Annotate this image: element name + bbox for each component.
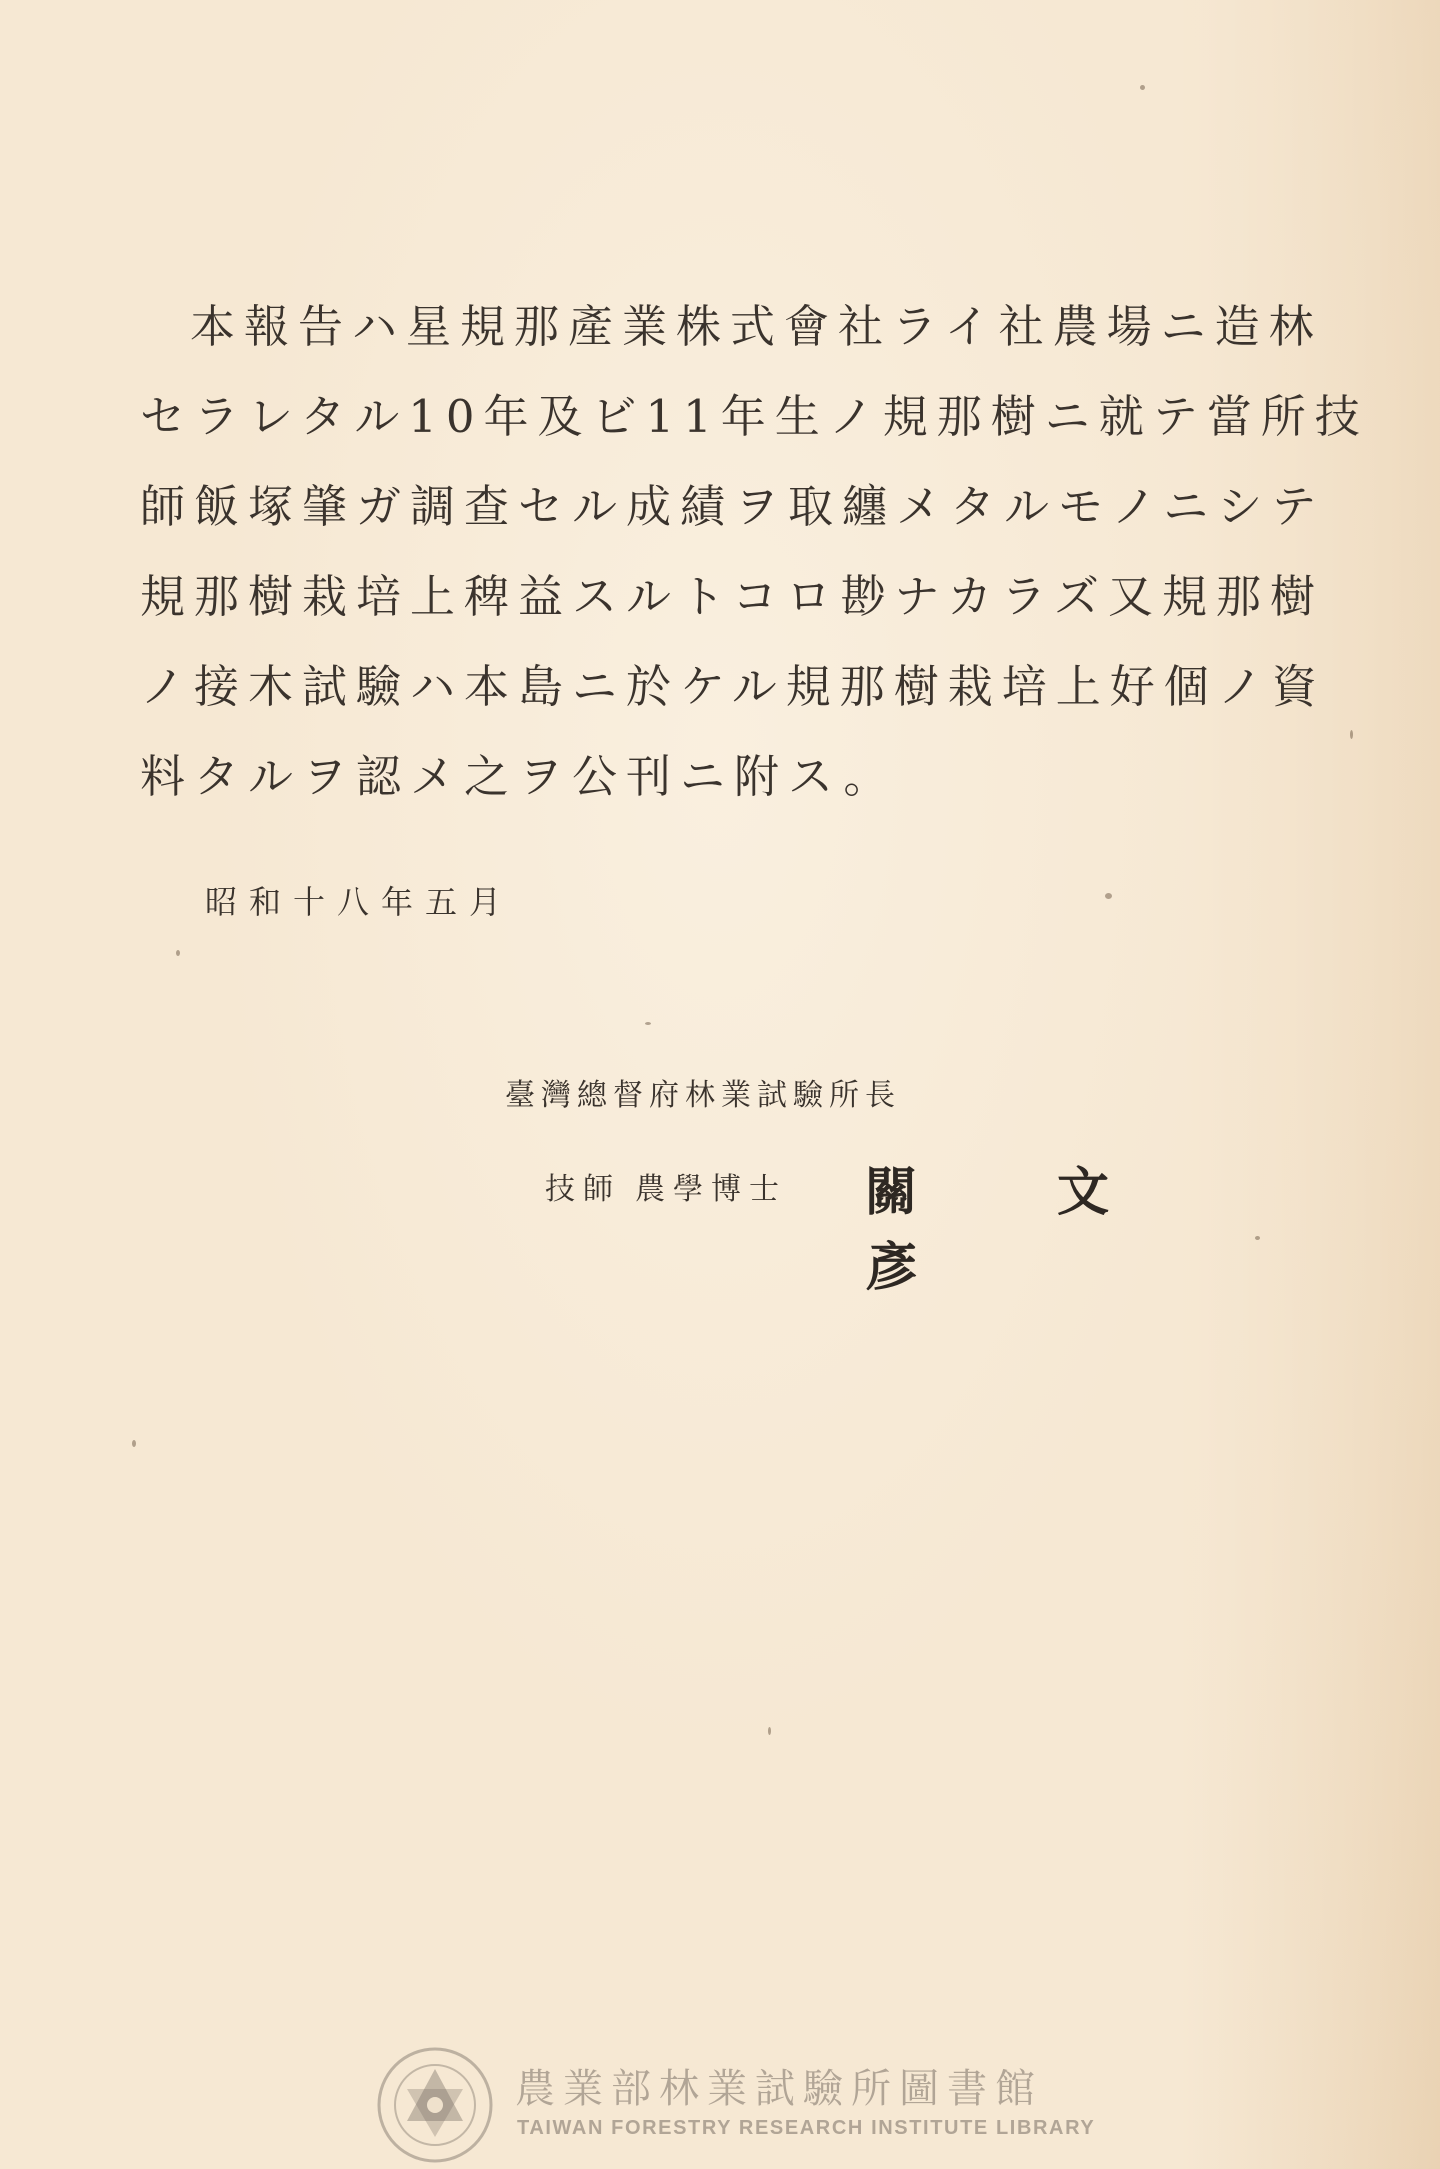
preface-line-1: 本報告ハ星規那產業株式會社ライ社農場ニ造林 <box>190 300 1323 353</box>
paper-speck <box>176 950 180 956</box>
publication-date: 昭和十八年五月 <box>205 883 514 921</box>
signatory-rank: 技師 <box>545 1172 621 1207</box>
preface-body <box>140 282 1369 822</box>
library-name-english: TAIWAN FORESTRY RESEARCH INSTITUTE LIBRARY <box>517 2117 1096 2139</box>
preface-line-2: セラレタル10年及ビ11年生ノ規那樹ニ就テ當所技 <box>140 390 1369 443</box>
paper-speck <box>1350 730 1353 739</box>
paper-speck <box>1140 85 1145 90</box>
library-seal-icon <box>375 2045 495 2165</box>
paper-speck <box>645 1022 651 1025</box>
preface-line-6: 料タルヲ認メ之ヲ公刊ニ附ス。 <box>140 750 898 803</box>
paper-speck <box>1255 1236 1260 1240</box>
preface-line-4: 規那樹栽培上稗益スルトコロ尠ナカラズ又規那樹 <box>140 570 1324 623</box>
signatory-name: 關文彥 <box>865 1162 1250 1298</box>
paper-speck <box>768 1727 771 1735</box>
preface-line-5: ノ接木試驗ハ本島ニ於ケル規那樹栽培上好個ノ資 <box>140 660 1326 713</box>
library-watermark <box>375 2045 1095 2155</box>
institute-director-title: 臺灣總督府林業試驗所長 <box>505 1078 901 1113</box>
library-name-chinese: 農業部林業試驗所圖書館 <box>515 2066 1043 2112</box>
signatory-titles <box>545 1164 787 1208</box>
paper-speck <box>132 1440 136 1447</box>
paper-speck <box>1105 893 1112 899</box>
signatory-degree: 農學博士 <box>635 1172 787 1207</box>
signature-row <box>545 1150 1305 1298</box>
preface-line-3: 師飯塚肇ガ調查セル成績ヲ取纏メタルモノニシテ <box>140 480 1326 533</box>
